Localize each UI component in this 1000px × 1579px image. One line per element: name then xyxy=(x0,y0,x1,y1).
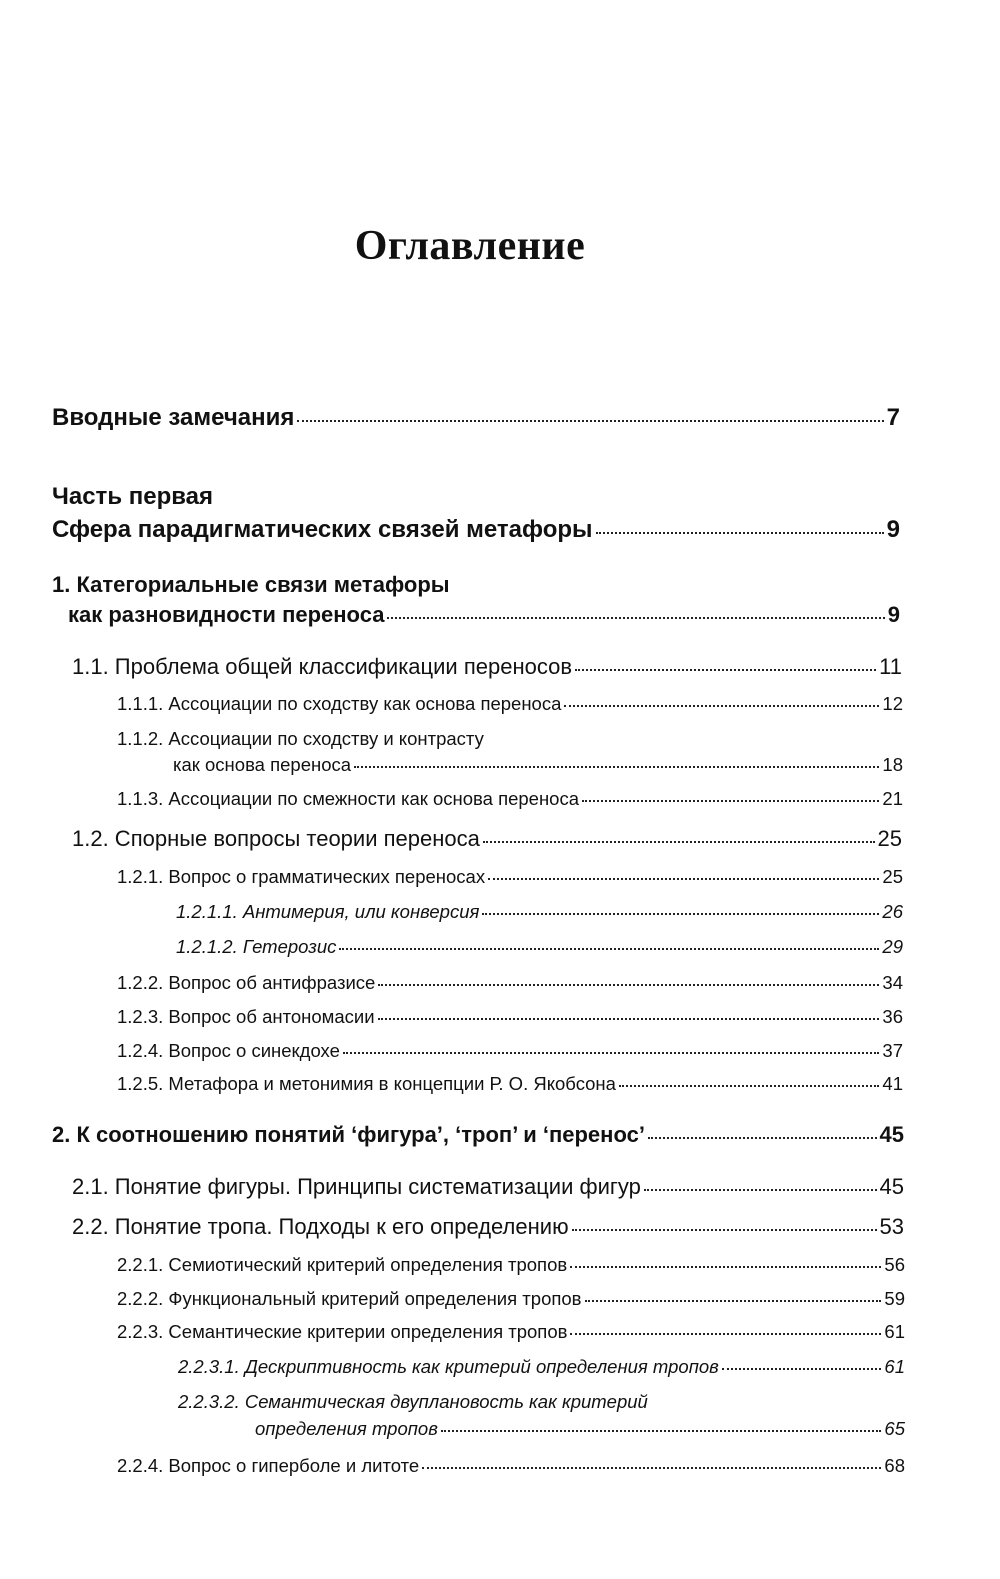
toc-entry-2-2-4 xyxy=(117,1455,905,1477)
toc-entry-1-2-1-1 xyxy=(176,901,903,923)
page-title: Оглавление xyxy=(354,223,586,269)
dot-leader xyxy=(354,766,879,768)
dot-leader xyxy=(343,1052,880,1054)
toc-entry-page: 36 xyxy=(882,1006,903,1027)
dot-leader xyxy=(422,1467,881,1469)
toc-entry-page: 26 xyxy=(882,901,903,922)
dot-leader xyxy=(648,1137,877,1139)
toc-entry-page: 61 xyxy=(884,1356,905,1377)
dot-leader xyxy=(339,948,879,950)
toc-part-heading xyxy=(52,483,213,511)
toc-entry-label: Часть первая xyxy=(52,483,214,510)
toc-entry-page: 53 xyxy=(879,1214,904,1239)
toc-entry-page: 37 xyxy=(882,1040,903,1061)
toc-entry-1-2 xyxy=(72,826,902,852)
toc-entry-1-2-4 xyxy=(117,1040,903,1062)
toc-entry-label: 1.2. Спорные вопросы теории переноса xyxy=(72,826,480,851)
dot-leader xyxy=(378,984,879,986)
dot-leader xyxy=(483,841,875,843)
toc-entry-label: 2.2.4. Вопрос о гиперболе и литоте xyxy=(117,1455,420,1476)
toc-entry-label: 1.2.5. Метафора и метонимия в концепции Р. О. Якобсона xyxy=(117,1073,616,1094)
toc-entry-label: как разновидности переноса xyxy=(68,602,385,627)
toc-entry-page: 7 xyxy=(886,404,900,431)
toc-entry-label: 2. К соотношению понятий ‘фигура’, ‘троп’ и ‘перенос’ xyxy=(52,1122,645,1147)
toc-entry-ch2 xyxy=(52,1122,904,1148)
toc-chapter-heading xyxy=(52,572,450,598)
dot-leader xyxy=(596,532,884,534)
dot-leader xyxy=(644,1189,877,1191)
toc-entry-page: 18 xyxy=(882,754,903,775)
toc-entry-page: 21 xyxy=(882,788,903,809)
toc-entry-1-1-2-line1 xyxy=(117,728,484,750)
toc-entry-label: 2.1. Понятие фигуры. Принципы систематизации фигур xyxy=(72,1174,641,1199)
dot-leader xyxy=(488,878,879,880)
toc-entry-ch1 xyxy=(68,602,900,628)
toc-entry-page: 9 xyxy=(887,602,900,627)
toc-entry-label: 2.2.3.1. Дескриптивность как критерий определения тропов xyxy=(178,1356,719,1377)
toc-entry-label: 1.1.3. Ассоциации по смежности как основа переноса xyxy=(117,788,580,809)
dot-leader xyxy=(297,420,883,422)
toc-entry-label: 2.2. Понятие тропа. Подходы к его определению xyxy=(72,1214,569,1239)
toc-entry-page: 9 xyxy=(886,516,900,543)
toc-entry-page: 45 xyxy=(879,1122,904,1147)
dot-leader xyxy=(482,913,879,915)
toc-entry-label: 2.2.1. Семиотический критерий определения тропов xyxy=(117,1254,568,1275)
toc-entry-1-2-5 xyxy=(117,1073,903,1095)
toc-entry-2-2-1 xyxy=(117,1254,905,1276)
toc-entry-1-2-3 xyxy=(117,1006,903,1028)
toc-entry-label: определения тропов xyxy=(255,1418,438,1439)
toc-entry-label: 1. Категориальные связи метафоры xyxy=(52,572,450,597)
toc-entry-label: 1.2.1.2. Гетерозис xyxy=(176,936,337,957)
toc-entry-label: Сфера парадигматических связей метафоры xyxy=(52,516,593,543)
dot-leader xyxy=(722,1368,882,1370)
toc-entry-page: 68 xyxy=(884,1455,905,1476)
toc-entry-page: 29 xyxy=(882,936,903,957)
toc-entry-label: 2.2.3.2. Семантическая двуплановость как критерий xyxy=(178,1391,648,1412)
toc-entry-page: 11 xyxy=(879,654,902,679)
toc-entry-1-1-2 xyxy=(173,754,903,776)
toc-entry-page: 59 xyxy=(884,1288,905,1309)
toc-entry-2-2-3-1 xyxy=(178,1356,905,1378)
toc-entry-1-1-3 xyxy=(117,788,903,810)
dot-leader xyxy=(570,1266,881,1268)
toc-entry-label: 1.2.2. Вопрос об антифразисе xyxy=(117,972,376,993)
toc-entry-label: 1.2.4. Вопрос о синекдохе xyxy=(117,1040,340,1061)
toc-entry-1-1-1 xyxy=(117,693,903,715)
toc-entry-page: 12 xyxy=(882,693,903,714)
toc-entry-page: 25 xyxy=(877,826,902,851)
toc-entry-page: 45 xyxy=(879,1174,904,1199)
toc-entry-page: 34 xyxy=(882,972,903,993)
toc-entry-1-2-1 xyxy=(117,866,903,888)
toc-entry-page: 56 xyxy=(884,1254,905,1275)
toc-entry-2-2-2 xyxy=(117,1288,905,1310)
toc-entry-label: 1.1.2. Ассоциации по сходству и контрасту xyxy=(117,728,484,749)
toc-entry-label: 1.2.1.1. Антимерия, или конверсия xyxy=(176,901,480,922)
toc-entry-2-2-3-2 xyxy=(255,1418,905,1440)
dot-leader xyxy=(570,1333,881,1335)
toc-entry-label: Вводные замечания xyxy=(52,404,295,431)
toc-entry-label: 1.1. Проблема общей классификации переносов xyxy=(72,654,573,679)
toc-entry-1-2-1-2 xyxy=(176,936,903,958)
dot-leader xyxy=(441,1430,882,1432)
toc-entry-label: как основа переноса xyxy=(173,754,352,775)
dot-leader xyxy=(378,1018,880,1020)
toc-entry-page: 25 xyxy=(882,866,903,887)
toc-entry-page: 41 xyxy=(882,1073,903,1094)
toc-entry-2-2-3 xyxy=(117,1321,905,1343)
toc-entry-page: 65 xyxy=(884,1418,905,1439)
dot-leader xyxy=(585,1300,882,1302)
toc-entry-2-1 xyxy=(72,1174,904,1200)
toc-entry-label: 1.2.1. Вопрос о грамматических переносах xyxy=(117,866,486,887)
dot-leader xyxy=(564,705,879,707)
toc-entry-1-2-2 xyxy=(117,972,903,994)
toc-entry-2-2 xyxy=(72,1214,904,1240)
toc-entry-page: 61 xyxy=(884,1321,905,1342)
toc-entry-label: 2.2.2. Функциональный критерий определения тропов xyxy=(117,1288,582,1309)
toc-entry-1-1 xyxy=(72,654,902,680)
dot-leader xyxy=(575,669,876,671)
dot-leader xyxy=(582,800,879,802)
dot-leader xyxy=(387,617,884,619)
toc-entry-2-2-3-2-line1 xyxy=(178,1391,648,1413)
dot-leader xyxy=(619,1085,879,1087)
toc-entry-intro xyxy=(52,404,900,432)
toc-entry-label: 1.1.1. Ассоциации по сходству как основа переноса xyxy=(117,693,562,714)
toc-entry-part1 xyxy=(52,516,900,544)
dot-leader xyxy=(572,1229,877,1231)
toc-entry-label: 1.2.3. Вопрос об антономасии xyxy=(117,1006,375,1027)
toc-entry-label: 2.2.3. Семантические критерии определения тропов xyxy=(117,1321,568,1342)
